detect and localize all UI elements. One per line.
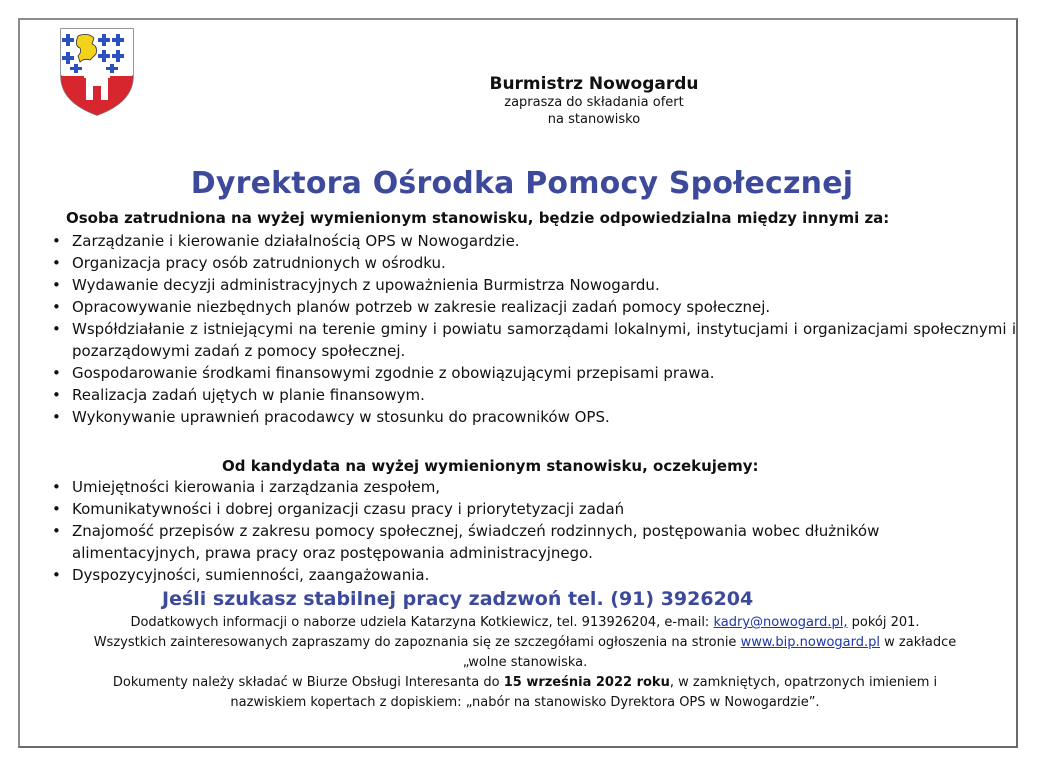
email-link[interactable]: kadry@nowogard.pl, [713, 615, 848, 630]
documents-info-line-2: nazwiskiem kopertach z dopiskiem: „nabór na stanowisko Dyrektora OPS w Nowogardzie”. [230, 695, 820, 710]
website-link[interactable]: www.bip.nowogard.pl [740, 635, 881, 650]
invite-tail-text: w zakładce [880, 635, 957, 650]
documents-tail-text: , w zamkniętych, opatrzonych imieniem i [669, 675, 938, 690]
list-item: • Opracowywanie niezbędnych planów potrzeb w zakresie realizacji zadań pomocy społecznej. [48, 296, 1016, 318]
documents-info [40, 674, 1010, 691]
position-title: Dyrektora Ośrodka Pomocy Społecznej [190, 166, 854, 201]
tab-name-text: „wolne stanowiska. [462, 655, 588, 670]
header-line-2: na stanowisko [547, 112, 641, 127]
responsibilities-list [48, 230, 1016, 428]
invite-text: Wszystkich zainteresowanych zapraszamy do zapoznania się ze szczegółami ogłoszenia na stronie [93, 635, 741, 650]
expectations-list [48, 476, 978, 586]
list-item: • Organizacja pracy osób zatrudnionych w ośrodku. [48, 252, 1016, 274]
header-title: Burmistrz Nowogardu [489, 74, 699, 94]
expectations-heading: Od kandydata na wyżej wymienionym stanowisku, oczekujemy: [222, 457, 759, 475]
list-item: • Wykonywanie uprawnień pracodawcy w stosunku do pracowników OPS. [48, 406, 1016, 428]
header-line-1: zaprasza do składania ofert [504, 95, 684, 110]
contact-info [40, 614, 1010, 631]
list-item: • Zarządzanie i kierowanie działalnością OPS w Nowogardzie. [48, 230, 1016, 252]
contact-info-text: Dodatkowych informacji o naborze udziela Katarzyna Kotkiewicz, tel. 913926204, e-mail: [130, 615, 714, 630]
list-item: • Gospodarowanie środkami finansowymi zgodnie z obowiązującymi przepisami prawa. [48, 362, 1016, 384]
responsibilities-heading: Osoba zatrudniona na wyżej wymienionym stanowisku, będzie odpowiedzialna między innymi za: [66, 209, 890, 227]
documents-text: Dokumenty należy składać w Biurze Obsługi Interesanta do [112, 675, 504, 690]
list-item: • Współdziałanie z istniejącymi na terenie gminy i powiatu samorządami lokalnymi, instytucjami i organizacjami społecznymi i pozarządowymi zadań z pomocy społecznej. [48, 318, 1016, 362]
list-item: • Komunikatywności i dobrej organizacji czasu pracy i priorytetyzacji zadań [48, 498, 978, 520]
list-item: • Znajomość przepisów z zakresu pomocy społecznej, świadczeń rodzinnych, postępowania wobec dłużników alimentacyjnych, prawa pracy oraz postępowania administracyjnego. [48, 520, 978, 564]
invite-info [40, 634, 1010, 651]
list-item: • Umiejętności kierowania i zarządzania zespołem, [48, 476, 978, 498]
list-item: • Dyspozycyjności, sumienności, zaangażowania. [48, 564, 978, 586]
list-item: • Wydawanie decyzji administracyjnych z upoważnienia Burmistrza Nowogardu. [48, 274, 1016, 296]
header [0, 74, 1044, 128]
contact-room-text: pokój 201. [847, 615, 920, 630]
call-to-action: Jeśli szukasz stabilnej pracy zadzwoń tel. (91) 3926204 [162, 588, 754, 610]
list-item: • Realizacja zadań ujętych w planie finansowym. [48, 384, 1016, 406]
deadline-date: 15 września 2022 roku [503, 675, 670, 690]
